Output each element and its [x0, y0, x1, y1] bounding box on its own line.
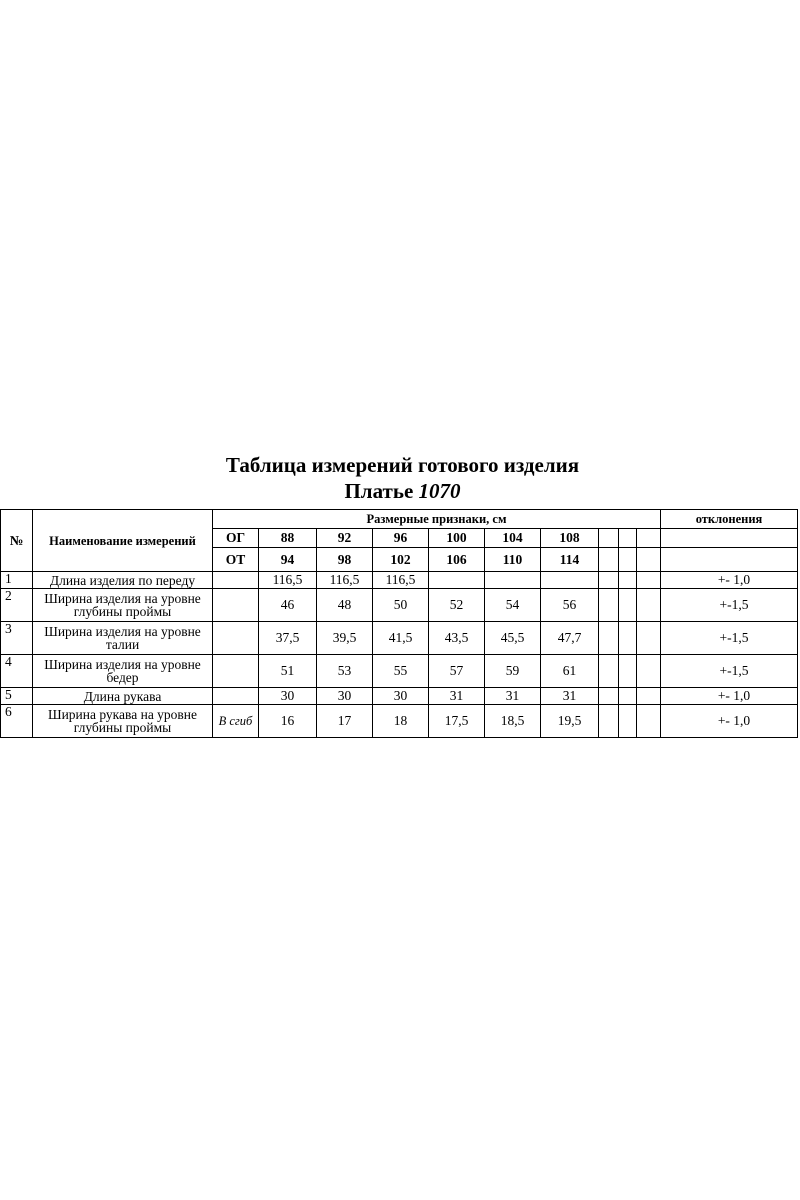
row-number: 4: [1, 655, 33, 688]
measurement-value: 47,7: [541, 622, 599, 655]
empty-cell: [599, 705, 619, 738]
empty-cell: [599, 622, 619, 655]
table-row: [1, 688, 798, 705]
row-number: 5: [1, 688, 33, 705]
measurement-value: 48: [317, 589, 373, 622]
measurement-value: 52: [429, 589, 485, 622]
ot-size: 102: [373, 548, 429, 572]
empty-cell: [637, 529, 661, 548]
og-label: ОГ: [213, 529, 259, 548]
measurement-value: 57: [429, 655, 485, 688]
measurement-value: 55: [373, 655, 429, 688]
table-row: [1, 655, 798, 688]
empty-cell: [599, 655, 619, 688]
measurement-note: [213, 589, 259, 622]
measurement-value: 31: [429, 688, 485, 705]
measurement-note: [213, 572, 259, 589]
measurement-value: 50: [373, 589, 429, 622]
og-size: 96: [373, 529, 429, 548]
empty-cell: [637, 589, 661, 622]
measurement-value: 116,5: [259, 572, 317, 589]
header-deviations: отклонения: [661, 510, 798, 529]
og-size: 88: [259, 529, 317, 548]
empty-cell: [637, 622, 661, 655]
ot-size: 106: [429, 548, 485, 572]
empty-cell: [637, 548, 661, 572]
measurement-value: 61: [541, 655, 599, 688]
measurement-name: Ширина изделия на уровне талии: [33, 622, 213, 655]
measurement-value: [485, 572, 541, 589]
measurement-value: 31: [485, 688, 541, 705]
deviation-value: +-1,5: [661, 655, 798, 688]
measurement-note: В сгиб: [213, 705, 259, 738]
empty-cell: [637, 655, 661, 688]
header-number: №: [1, 510, 33, 572]
product-name: Платье: [344, 479, 414, 503]
measurement-table: [0, 509, 798, 738]
deviation-value: +-1,5: [661, 589, 798, 622]
empty-cell: [619, 548, 637, 572]
measurement-value: 45,5: [485, 622, 541, 655]
measurement-name: Ширина рукава на уровне глубины проймы: [33, 705, 213, 738]
measurement-value: 37,5: [259, 622, 317, 655]
measurement-document: [0, 452, 800, 738]
row-number: 6: [1, 705, 33, 738]
measurement-value: 18,5: [485, 705, 541, 738]
empty-cell: [619, 705, 637, 738]
ot-size: 98: [317, 548, 373, 572]
table-row: [1, 589, 798, 622]
product-number: 1070: [418, 479, 461, 503]
measurement-value: 30: [317, 688, 373, 705]
empty-cell: [619, 622, 637, 655]
measurement-name: Длина изделия по переду: [33, 572, 213, 589]
measurement-value: 41,5: [373, 622, 429, 655]
measurement-value: 56: [541, 589, 599, 622]
og-size: 108: [541, 529, 599, 548]
measurement-value: 30: [259, 688, 317, 705]
empty-cell: [599, 589, 619, 622]
measurement-value: 31: [541, 688, 599, 705]
row-number: 2: [1, 589, 33, 622]
deviation-value: +- 1,0: [661, 572, 798, 589]
og-size: 104: [485, 529, 541, 548]
empty-cell: [599, 548, 619, 572]
og-size: 92: [317, 529, 373, 548]
measurement-value: 19,5: [541, 705, 599, 738]
empty-cell: [619, 572, 637, 589]
header-size-group: Размерные признаки, см: [213, 510, 661, 529]
ot-size: 114: [541, 548, 599, 572]
measurement-value: 54: [485, 589, 541, 622]
row-number: 1: [1, 572, 33, 589]
measurement-value: 39,5: [317, 622, 373, 655]
empty-cell: [637, 688, 661, 705]
measurement-name: Ширина изделия на уровне бедер: [33, 655, 213, 688]
measurement-value: 17,5: [429, 705, 485, 738]
ot-size: 94: [259, 548, 317, 572]
ot-label: ОТ: [213, 548, 259, 572]
deviation-value: +-1,5: [661, 622, 798, 655]
deviation-value: +- 1,0: [661, 688, 798, 705]
measurement-value: 30: [373, 688, 429, 705]
measurement-note: [213, 622, 259, 655]
ot-size: 110: [485, 548, 541, 572]
row-number: 3: [1, 622, 33, 655]
measurement-value: 46: [259, 589, 317, 622]
measurement-name: Длина рукава: [33, 688, 213, 705]
empty-cell: [599, 572, 619, 589]
deviation-value: +- 1,0: [661, 705, 798, 738]
measurement-value: 18: [373, 705, 429, 738]
measurement-note: [213, 655, 259, 688]
empty-cell: [619, 688, 637, 705]
measurement-value: [541, 572, 599, 589]
header-row-1: [1, 510, 798, 529]
empty-cell: [637, 572, 661, 589]
measurement-name: Ширина изделия на уровне глубины проймы: [33, 589, 213, 622]
measurement-value: 53: [317, 655, 373, 688]
header-name: Наименование измерений: [33, 510, 213, 572]
measurement-value: 17: [317, 705, 373, 738]
measurement-value: 59: [485, 655, 541, 688]
measurement-value: 116,5: [373, 572, 429, 589]
empty-cell: [661, 529, 798, 548]
empty-cell: [599, 529, 619, 548]
document-title: Таблица измерений готового изделия: [225, 453, 580, 477]
measurement-note: [213, 688, 259, 705]
table-row: [1, 622, 798, 655]
empty-cell: [661, 548, 798, 572]
measurement-value: [429, 572, 485, 589]
og-size: 100: [429, 529, 485, 548]
empty-cell: [619, 589, 637, 622]
measurement-value: 43,5: [429, 622, 485, 655]
table-row: [1, 705, 798, 738]
measurement-value: 51: [259, 655, 317, 688]
measurement-value: 16: [259, 705, 317, 738]
table-row: [1, 572, 798, 589]
empty-cell: [637, 705, 661, 738]
empty-cell: [619, 529, 637, 548]
empty-cell: [599, 688, 619, 705]
empty-cell: [619, 655, 637, 688]
document-subtitle: [0, 478, 800, 504]
measurement-value: 116,5: [317, 572, 373, 589]
